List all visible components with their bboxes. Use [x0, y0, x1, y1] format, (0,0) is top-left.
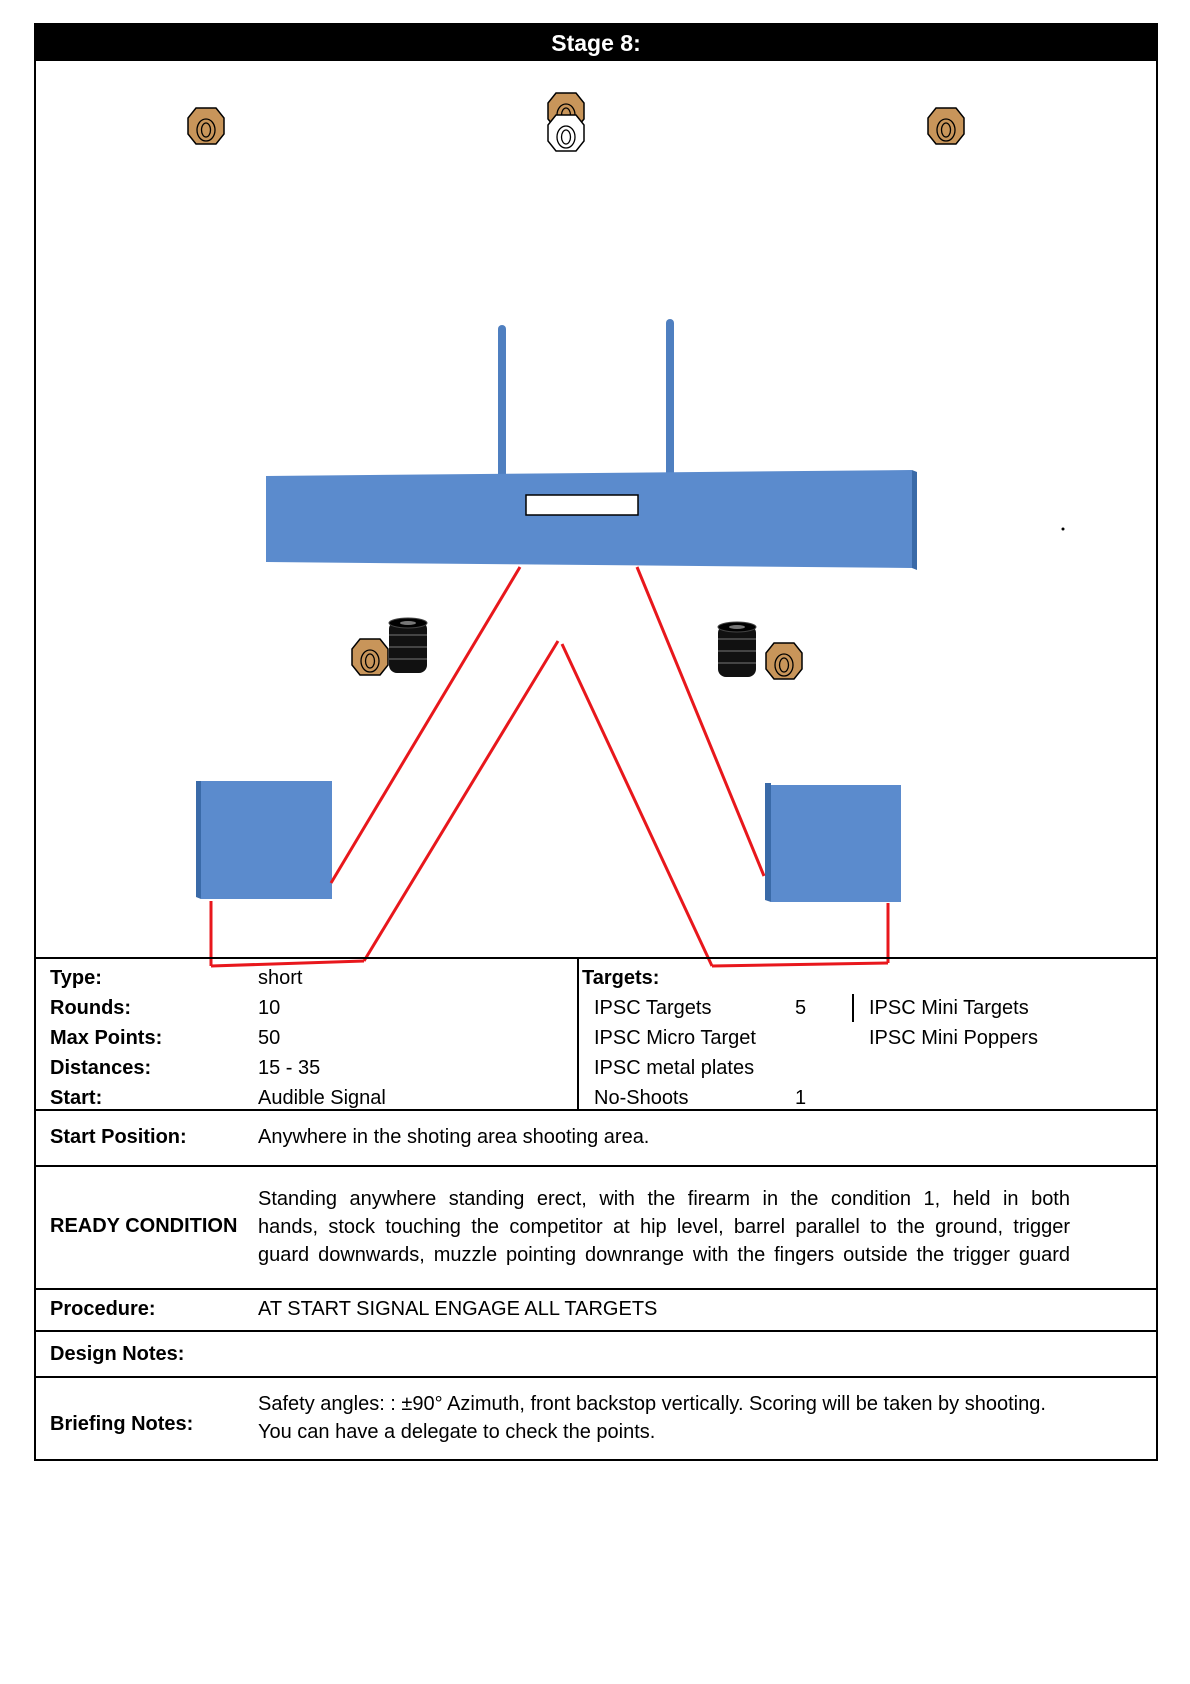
summary-labels: [50, 963, 162, 1113]
briefing-notes-line: Safety angles: : ±90° Azimuth, front backstop vertically. Scoring will be taken by shooting.: [258, 1393, 1046, 1415]
target-mini-poppers: IPSC Mini Poppers: [869, 1027, 1038, 1049]
distances-label: Distances:: [50, 1057, 152, 1079]
target-name-micro: IPSC Micro Target: [594, 1027, 756, 1049]
targets-separator: [852, 994, 854, 1022]
barrel-right: [718, 622, 756, 677]
target-name-noshoot: No-Shoots: [594, 1087, 689, 1109]
target-count-noshoot: 1: [795, 1087, 807, 1109]
rounds-label: Rounds:: [50, 997, 132, 1019]
stage-title: Stage 8:: [36, 25, 1156, 61]
target-count-metal: [795, 1053, 806, 1083]
start-position-label: Start Position:: [50, 1126, 187, 1148]
rounds-value: 10: [258, 997, 281, 1019]
target-mini-targets: IPSC Mini Targets: [869, 997, 1029, 1019]
design-notes-label: Design Notes:: [50, 1343, 185, 1365]
summary-values: [258, 963, 386, 1113]
ipsc-target-left-near: [352, 639, 388, 675]
target-count-micro: [795, 1023, 806, 1053]
briefing-notes-line: You can have a delegate to check the points.: [258, 1421, 656, 1443]
procedure-text: AT START SIGNAL ENGAGE ALL TARGETS: [258, 1298, 658, 1320]
start-position-section: [36, 1109, 1156, 1165]
ready-condition-line: hands, stock touching the competitor at hip level, barrel parallel to the ground, trigger: [258, 1216, 1070, 1238]
no-shoot-target: [548, 115, 584, 151]
wall-upright-left: [498, 325, 506, 491]
type-value: short: [258, 967, 303, 989]
start-label: Start:: [50, 1087, 103, 1109]
target-counts: [795, 993, 806, 1113]
max-points-value: 50: [258, 1027, 281, 1049]
ready-condition-line: guard downwards, muzzle pointing downrange with the fingers outside the trigger guard: [258, 1244, 1070, 1266]
target-name-metal: IPSC metal plates: [594, 1057, 755, 1079]
procedure-label: Procedure:: [50, 1298, 156, 1320]
briefing-notes-text: [258, 1390, 1046, 1446]
ready-condition-line: Standing anywhere standing erect, with the firearm in the condition 1, held in both: [258, 1188, 1070, 1210]
barrel-left: [389, 618, 427, 673]
ipsc-target-left-far: [188, 108, 224, 144]
max-points-label: Max Points:: [50, 1027, 163, 1049]
design-notes-section: [36, 1330, 1156, 1376]
ready-condition-label: READY CONDITION: [50, 1215, 238, 1237]
target-extra: [869, 993, 1038, 1053]
wall-block-right: [771, 785, 901, 902]
wall-upright-right: [666, 319, 674, 491]
briefing-notes-label: Briefing Notes:: [50, 1413, 194, 1435]
briefing-notes-section: [36, 1376, 1156, 1561]
ready-condition-section: [36, 1165, 1156, 1288]
ipsc-target-right-near: [766, 643, 802, 679]
start-value: Audible Signal: [258, 1087, 386, 1109]
ipsc-target-right-far: [928, 108, 964, 144]
summary-divider: [577, 959, 579, 1109]
distances-value: 15 - 35: [258, 1057, 321, 1079]
type-label: Type:: [50, 967, 102, 989]
targets-heading: Targets:: [582, 967, 660, 989]
stage-layout-drawing: [36, 61, 1156, 1032]
fault-lines: [211, 567, 888, 966]
wall-block-left: [201, 781, 332, 899]
stage-sheet: [34, 23, 1158, 1461]
target-name-ipsc: IPSC Targets: [594, 997, 712, 1019]
wall-port: [526, 495, 638, 515]
wall-main: [266, 470, 912, 568]
stage-diagram: [36, 61, 1156, 1032]
target-count-ipsc: 5: [795, 997, 807, 1019]
ready-condition-text: [258, 1185, 1070, 1269]
procedure-section: [36, 1288, 1156, 1330]
summary-section: [36, 957, 1156, 1109]
start-position-text: Anywhere in the shoting area shooting area.: [258, 1126, 650, 1148]
target-names: [594, 993, 756, 1113]
